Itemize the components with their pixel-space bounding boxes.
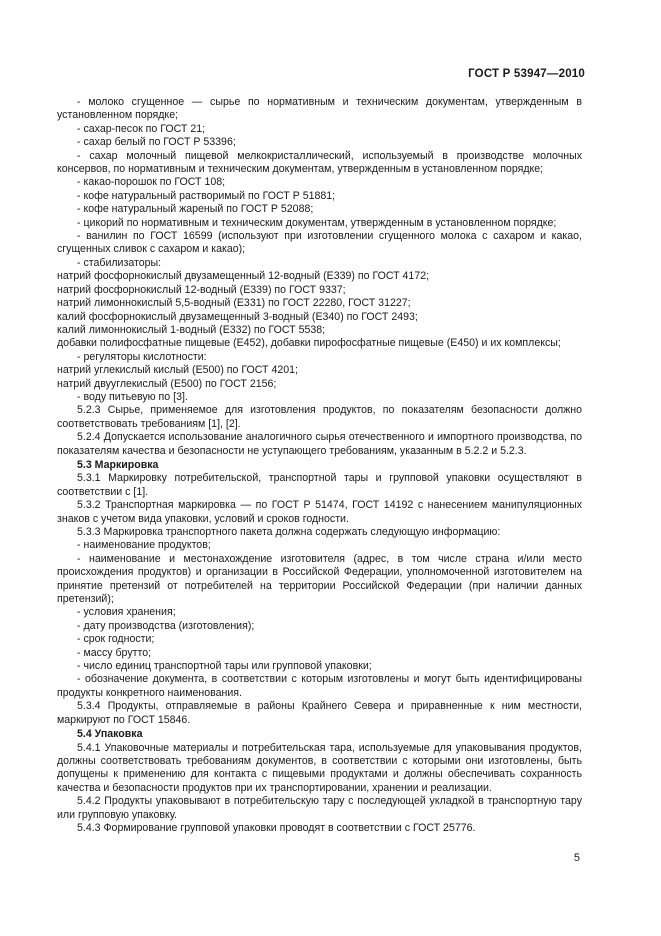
section-heading: 5.3 Маркировка	[77, 458, 159, 471]
paragraph: - кофе натуральный растворимый по ГОСТ Р 51881;	[77, 189, 336, 202]
paragraph: - ванилин по ГОСТ 16599 (используют при изготовлении сгущенного молока с сахаром и какао, сгущенных сливок с сахаром и какао);	[57, 230, 582, 256]
paragraph: 5.3.2 Транспортная маркировка — по ГОСТ Р 51474, ГОСТ 14192 с нанесением манипуляционных знаков с учетом вида упаковки, условий и сроков годности.	[57, 499, 582, 525]
paragraph: натрий фосфорнокислый 12-водный (E339) по ГОСТ 9337;	[57, 283, 346, 296]
paragraph: - воду питьевую по [3].	[77, 390, 188, 403]
paragraph: натрий лимоннокислый 5,5-водный (E331) по ГОСТ 22280, ГОСТ 31227;	[57, 297, 411, 310]
paragraph: - условия хранения;	[77, 606, 176, 619]
paragraph: - кофе натуральный жареный по ГОСТ Р 52088;	[77, 203, 314, 216]
document-body	[57, 96, 582, 835]
page-number: 5	[573, 852, 580, 864]
paragraph: - молоко сгущенное — сырье по нормативным и техническим документам, утвержденным в установленном порядке;	[57, 96, 582, 122]
paragraph: - дату производства (изготовления);	[77, 619, 255, 632]
paragraph: 5.4.1 Упаковочные материалы и потребительская тара, используемые для упаковывания продуктов, должны соответствовать требованиям документов, в соответствии с которыми они изготовлены, быть допущены к применению для контакта с пищевыми продуктами и должны обеспечивать сохранность качества и безопасности продуктов при их транспортировании, хранении и реализации.	[57, 741, 582, 794]
paragraph: - наименование продуктов;	[77, 539, 211, 552]
paragraph: 5.3.1 Маркировку потребительской, транспортной тары и групповой упаковки осуществляют в соответствии с [1].	[57, 472, 582, 498]
paragraph: 5.3.3 Маркировка транспортного пакета должна содержать следующую информацию:	[77, 526, 501, 538]
paragraph: - стабилизаторы:	[77, 256, 162, 269]
paragraph: калий фосфорнокислый двузамещенный 3-водный (E340) по ГОСТ 2493;	[57, 310, 418, 323]
paragraph: - наименование и местонахождение изготовителя (адрес, в том числе страна и/или место происхождения продуктов) и организации в Российской Федерации, уполномоченной изготовителем на принятие претензий от потребителей на территории Российской Федерации (при наличии данных претензий);	[57, 552, 582, 606]
paragraph: натрий углекислый кислый (E500) по ГОСТ 4201;	[57, 364, 298, 377]
paragraph: - обозначение документа, в соответствии с которым изготовлены и могут быть идентифицированы продукты конкретного наименования.	[57, 673, 582, 699]
paragraph: натрий фосфорнокислый двузамещенный 12-водный (E339) по ГОСТ 4172;	[57, 270, 430, 283]
paragraph: - какао-порошок по ГОСТ 108;	[77, 176, 226, 189]
paragraph: натрий двууглекислый (E500) по ГОСТ 2156;	[57, 377, 277, 390]
paragraph: - массу брутто;	[77, 646, 152, 659]
document-header: ГОСТ Р 53947—2010	[468, 68, 585, 80]
paragraph: - число единиц транспортной тары или групповой упаковки;	[77, 660, 372, 673]
paragraph: 5.4.2 Продукты упаковывают в потребительскую тару с последующей укладкой в транспортную тару или групповую упаковку.	[57, 795, 582, 821]
paragraph: 5.4.3 Формирование групповой упаковки проводят в соответствии с ГОСТ 25776.	[77, 821, 476, 834]
paragraph: - сахар молочный пищевой мелкокристаллический, используемый в производстве молочных консервов, по нормативным и техническим документам, утвержденным в установленном порядке;	[57, 149, 582, 176]
paragraph: добавки полифосфатные пищевые (E452), добавки пирофосфатные пищевые (E450) и их комплексы;	[57, 337, 561, 350]
paragraph: - регуляторы кислотности:	[77, 350, 207, 363]
paragraph: - срок годности;	[77, 633, 155, 646]
paragraph: 5.2.3 Сырье, применяемое для изготовления продуктов, по показателям безопасности должно соответствовать требованиям [1], [2].	[57, 404, 582, 430]
paragraph: - сахар белый по ГОСТ Р 53396;	[77, 136, 236, 149]
paragraph: калий лимоннокислый 1-водный (E332) по ГОСТ 5538;	[57, 323, 326, 336]
paragraph: - сахар-песок по ГОСТ 21;	[77, 122, 206, 135]
paragraph: 5.3.4 Продукты, отправляемые в районы Крайнего Севера и приравненные к ним местности, маркируют по ГОСТ 15846.	[57, 700, 582, 726]
section-heading: 5.4 Упаковка	[77, 728, 143, 741]
paragraph: 5.2.4 Допускается использование аналогичного сырья отечественного и импортного производства, по показателям качества и безопасности не уступающего требованиям, указанным в 5.2.2 и 5.2.3.	[57, 431, 582, 457]
paragraph: - цикорий по нормативным и техническим документам, утвержденным в установленном порядке;	[77, 216, 557, 229]
